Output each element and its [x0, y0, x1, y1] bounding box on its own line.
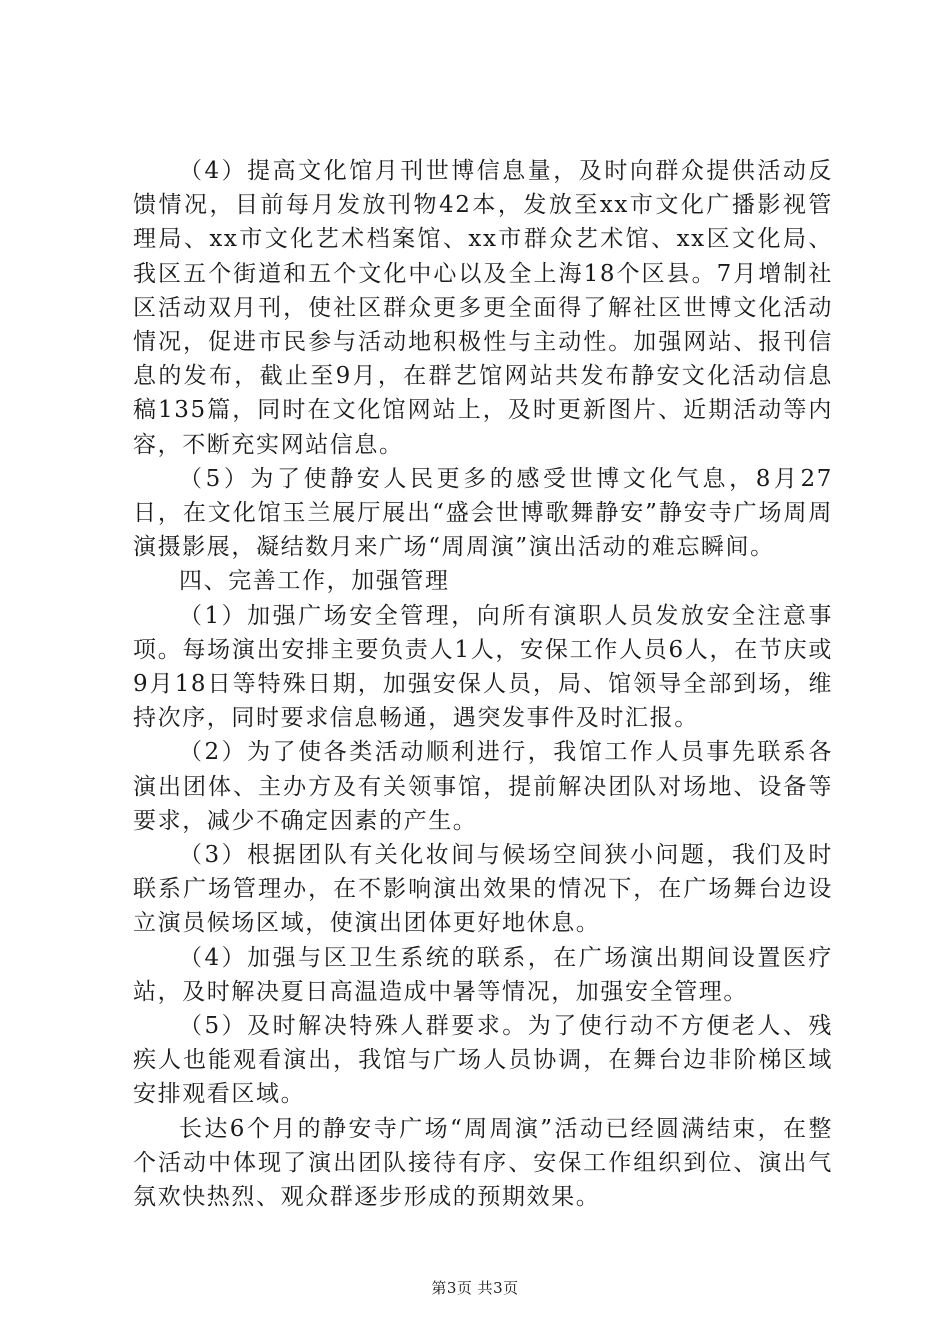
paragraph-4-medical-station: （4）加强与区卫生系统的联系，在广场演出期间设置医疗站，及时解决夏日高温造成中暑等情况，加强安全管理。 — [133, 944, 833, 1005]
paragraph-1-safety-management: （1）加强广场安全管理，向所有演职人员发放安全注意事项。每场演出安排主要负责人1人，安保工作人员6人，在节庆或9月18日等特殊日期，加强安保人员，局、馆领导全部到场，维持次序，同时要求信息畅通，遇突发事件及时汇报。 — [133, 602, 833, 732]
paragraph-5-photo-exhibition: （5）为了使静安人民更多的感受世博文化气息，8月27日，在文化馆玉兰展厅展出“盛会世博歌舞静安”静安寺广场周周演摄影展，凝结数月来广场“周周演”演出活动的难忘瞬间。 — [133, 465, 833, 561]
paragraph-conclusion: 长达6个月的静安寺广场“周周演”活动已经圆满结束，在整个活动中体现了演出团队接待有序、安保工作组织到位、演出气氛欢快热烈、观众群逐步形成的预期效果。 — [133, 1115, 833, 1211]
page-number-label: 第3页 共3页 — [431, 1279, 519, 1297]
paragraph-5-special-groups: （5）及时解决特殊人群要求。为了使行动不方便老人、残疾人也能观看演出，我馆与广场人员协调，在舞台边非阶梯区域安排观看区域。 — [133, 1013, 833, 1108]
paragraph-3-waiting-area: （3）根据团队有关化妆间与候场空间狭小问题，我们及时联系广场管理办，在不影响演出效果的情况下，在广场舞台边设立演员候场区域，使演出团体更好地休息。 — [133, 842, 833, 937]
document-body — [133, 154, 833, 1214]
section-heading-improve-management: 四、完善工作，加强管理 — [179, 568, 450, 595]
page-footer — [0, 1278, 950, 1298]
paragraph-2-coordination: （2）为了使各类活动顺利进行，我馆工作人员事先联系各演出团体、主办方及有关领事馆，提前解决团队对场地、设备等要求，减少不确定因素的产生。 — [133, 739, 833, 834]
paragraph-4-monthly-publication: （4）提高文化馆月刊世博信息量，及时向群众提供活动反馈情况，目前每月发放刊物42本，发放至xx市文化广播影视管理局、xx市文化艺术档案馆、xx市群众艺术馆、xx区文化局、我区五个街道和五个文化中心以及全上海18个区县。7月增制社区活动双月刊，使社区群众更多更全面得了解社区世博文化活动情况，促进市民参与活动地积极性与主动性。加强网站、报刊信息的发布，截止至9月，在群艺馆网站共发布静安文化活动信息稿135篇，同时在文化馆网站上，及时更新图片、近期活动等内容，不断充实网站信息。 — [133, 158, 833, 458]
